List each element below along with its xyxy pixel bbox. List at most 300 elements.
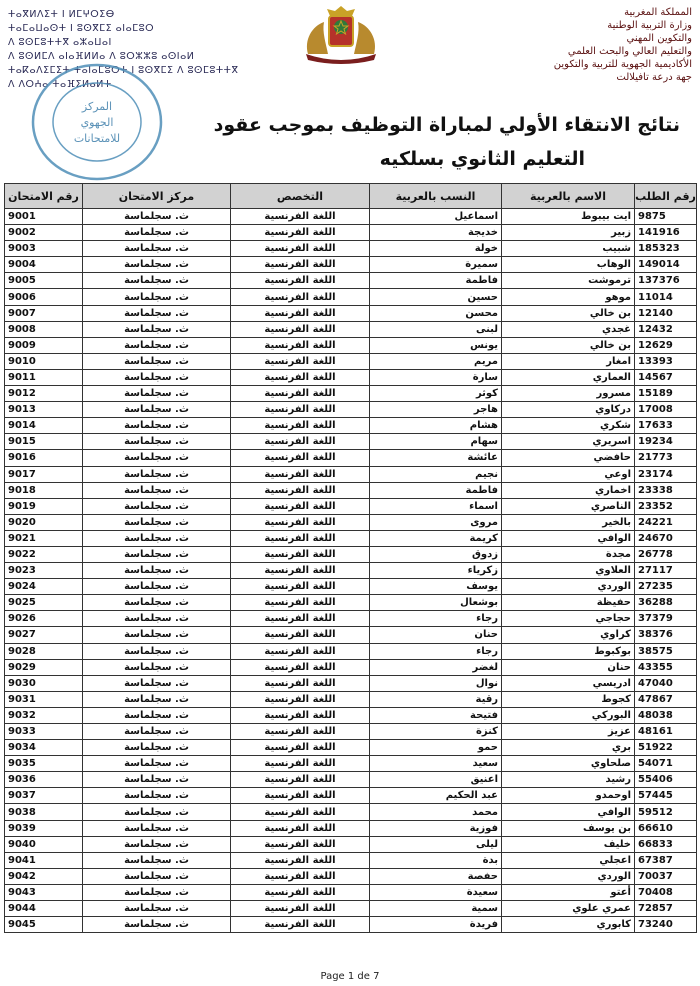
cell-exam-number: 9024 xyxy=(5,579,83,595)
table-row xyxy=(5,257,697,273)
cell-request-number: 57445 xyxy=(635,788,697,804)
cell-last-name: اوحمدو xyxy=(502,788,635,804)
cell-last-name: اخماري xyxy=(502,482,635,498)
title-line-1: نتائج الانتقاء الأولي لمباراة التوظيف بموجب عقود xyxy=(213,114,680,136)
cell-request-number: 13393 xyxy=(635,353,697,369)
cell-last-name: رشيد xyxy=(502,772,635,788)
cell-request-number: 26778 xyxy=(635,546,697,562)
header-left-line: ⵜⴰⴳⵍⴷⵉⵜ ⵏ ⵍⵎⵖⵔⵉⴱ xyxy=(8,9,115,20)
cell-last-name: الوردي xyxy=(502,579,635,595)
cell-specialty: اللغة الفرنسية xyxy=(231,675,370,691)
cell-last-name: بوكبوط xyxy=(502,643,635,659)
cell-exam-number: 9012 xyxy=(5,386,83,402)
cell-last-name: ترموشت xyxy=(502,273,635,289)
cell-specialty: اللغة الفرنسية xyxy=(231,498,370,514)
cell-specialty: اللغة الفرنسية xyxy=(231,386,370,402)
cell-request-number: 67387 xyxy=(635,852,697,868)
cell-request-number: 70408 xyxy=(635,884,697,900)
cell-last-name: خليف xyxy=(502,836,635,852)
cell-last-name: حفيظة xyxy=(502,595,635,611)
cell-request-number: 73240 xyxy=(635,917,697,933)
header-left-line: ⴷ ⴷⵔⵄⴰ ⵜⴰⴼⵉⵍⴰⵍⵜ xyxy=(8,79,112,90)
table-row xyxy=(5,450,697,466)
table-row xyxy=(5,241,697,257)
header-request-number: رقم الطلب xyxy=(635,184,697,209)
cell-exam-number: 9008 xyxy=(5,321,83,337)
cell-specialty: اللغة الفرنسية xyxy=(231,884,370,900)
header-right-line: والتعليم العالي والبحث العلمي xyxy=(567,46,692,57)
table-row xyxy=(5,627,697,643)
cell-last-name: الوافي xyxy=(502,530,635,546)
cell-exam-number: 9042 xyxy=(5,868,83,884)
cell-exam-number: 9028 xyxy=(5,643,83,659)
cell-exam-number: 9045 xyxy=(5,917,83,933)
cell-exam-center: ث. سجلماسة xyxy=(83,482,231,498)
header-right-line: وزارة التربية الوطنية xyxy=(607,20,692,31)
cell-exam-center: ث. سجلماسة xyxy=(83,546,231,562)
cell-first-name: فاطمة xyxy=(370,482,502,498)
table-row xyxy=(5,369,697,385)
cell-request-number: 14567 xyxy=(635,369,697,385)
cell-last-name: بن خالي xyxy=(502,305,635,321)
cell-first-name: خولة xyxy=(370,241,502,257)
cell-request-number: 15189 xyxy=(635,386,697,402)
cell-request-number: 27235 xyxy=(635,579,697,595)
table-row xyxy=(5,691,697,707)
cell-specialty: اللغة الفرنسية xyxy=(231,740,370,756)
table-row xyxy=(5,225,697,241)
cell-exam-center: ث. سجلماسة xyxy=(83,804,231,820)
cell-last-name: بري xyxy=(502,740,635,756)
cell-exam-center: ث. سجلماسة xyxy=(83,241,231,257)
table-row xyxy=(5,466,697,482)
cell-exam-center: ث. سجلماسة xyxy=(83,820,231,836)
cell-exam-center: ث. سجلماسة xyxy=(83,901,231,917)
cell-last-name: غجدي xyxy=(502,321,635,337)
cell-exam-number: 9033 xyxy=(5,724,83,740)
cell-first-name: يوسف xyxy=(370,579,502,595)
header-left-line: ⴷ ⵓⵙⵎⵓⵜⵜⴳ ⴰⵣⴰⵡⴰⵏ xyxy=(8,37,112,48)
cell-exam-center: ث. سجلماسة xyxy=(83,868,231,884)
table-row xyxy=(5,772,697,788)
cell-request-number: 47040 xyxy=(635,675,697,691)
cell-request-number: 23352 xyxy=(635,498,697,514)
cell-first-name: محمد xyxy=(370,804,502,820)
cell-first-name: حنان xyxy=(370,627,502,643)
cell-first-name: اسماء xyxy=(370,498,502,514)
cell-last-name: دركاوي xyxy=(502,402,635,418)
cell-first-name: حسين xyxy=(370,289,502,305)
cell-exam-center: ث. سجلماسة xyxy=(83,530,231,546)
cell-first-name: عبد الحكيم xyxy=(370,788,502,804)
cell-specialty: اللغة الفرنسية xyxy=(231,434,370,450)
cell-exam-number: 9021 xyxy=(5,530,83,546)
cell-last-name: ايت بيبوط xyxy=(502,209,635,225)
cell-exam-number: 9037 xyxy=(5,788,83,804)
cell-last-name: البوركي xyxy=(502,707,635,723)
cell-first-name: فاطمة xyxy=(370,273,502,289)
cell-first-name: بوشعال xyxy=(370,595,502,611)
cell-exam-center: ث. سجلماسة xyxy=(83,498,231,514)
cell-exam-number: 9038 xyxy=(5,804,83,820)
cell-last-name: شكري xyxy=(502,418,635,434)
cell-exam-number: 9014 xyxy=(5,418,83,434)
cell-request-number: 12140 xyxy=(635,305,697,321)
table-row xyxy=(5,209,697,225)
cell-exam-number: 9015 xyxy=(5,434,83,450)
cell-exam-center: ث. سجلماسة xyxy=(83,659,231,675)
cell-first-name: كوثر xyxy=(370,386,502,402)
table-row xyxy=(5,788,697,804)
cell-exam-number: 9043 xyxy=(5,884,83,900)
table-header-row xyxy=(5,184,697,209)
cell-first-name: لبنى xyxy=(370,321,502,337)
cell-last-name: العماري xyxy=(502,369,635,385)
cell-last-name: الوهاب xyxy=(502,257,635,273)
table-row xyxy=(5,595,697,611)
cell-exam-center: ث. سجلماسة xyxy=(83,305,231,321)
cell-specialty: اللغة الفرنسية xyxy=(231,643,370,659)
table-row xyxy=(5,611,697,627)
cell-exam-number: 9009 xyxy=(5,337,83,353)
cell-specialty: اللغة الفرنسية xyxy=(231,788,370,804)
table-row xyxy=(5,305,697,321)
cell-exam-center: ث. سجلماسة xyxy=(83,611,231,627)
cell-specialty: اللغة الفرنسية xyxy=(231,225,370,241)
cell-last-name: مجدة xyxy=(502,546,635,562)
title-line-2: التعليم الثانوي بسلكيه xyxy=(379,148,585,170)
cell-last-name: اسريري xyxy=(502,434,635,450)
cell-first-name: مروى xyxy=(370,514,502,530)
cell-exam-center: ث. سجلماسة xyxy=(83,369,231,385)
cell-first-name: اسماعيل xyxy=(370,209,502,225)
cell-first-name: سارة xyxy=(370,369,502,385)
cell-specialty: اللغة الفرنسية xyxy=(231,337,370,353)
table-row xyxy=(5,579,697,595)
cell-exam-number: 9005 xyxy=(5,273,83,289)
cell-request-number: 36288 xyxy=(635,595,697,611)
cell-first-name: رقية xyxy=(370,691,502,707)
cell-specialty: اللغة الفرنسية xyxy=(231,257,370,273)
cell-request-number: 43355 xyxy=(635,659,697,675)
cell-last-name: حافضي xyxy=(502,450,635,466)
cell-exam-center: ث. سجلماسة xyxy=(83,402,231,418)
cell-request-number: 9875 xyxy=(635,209,697,225)
cell-first-name: اعنيق xyxy=(370,772,502,788)
cell-last-name: الوردي xyxy=(502,868,635,884)
cell-first-name: سهام xyxy=(370,434,502,450)
cell-exam-number: 9030 xyxy=(5,675,83,691)
stamp-line: المركز xyxy=(81,100,113,113)
cell-first-name: حمو xyxy=(370,740,502,756)
cell-exam-number: 9017 xyxy=(5,466,83,482)
cell-exam-center: ث. سجلماسة xyxy=(83,466,231,482)
cell-specialty: اللغة الفرنسية xyxy=(231,563,370,579)
cell-first-name: زدوق xyxy=(370,546,502,562)
cell-request-number: 70037 xyxy=(635,868,697,884)
cell-exam-center: ث. سجلماسة xyxy=(83,788,231,804)
cell-exam-number: 9020 xyxy=(5,514,83,530)
cell-request-number: 66610 xyxy=(635,820,697,836)
cell-specialty: اللغة الفرنسية xyxy=(231,530,370,546)
cell-first-name: سميرة xyxy=(370,257,502,273)
header-right-line: المملكة المغربية xyxy=(624,7,692,18)
cell-exam-number: 9044 xyxy=(5,901,83,917)
cell-specialty: اللغة الفرنسية xyxy=(231,305,370,321)
cell-first-name: فوزية xyxy=(370,820,502,836)
header-exam-center: مركز الامتحان xyxy=(83,184,231,209)
cell-first-name: لغضر xyxy=(370,659,502,675)
table-row xyxy=(5,321,697,337)
cell-last-name: بن خالي xyxy=(502,337,635,353)
cell-exam-number: 9036 xyxy=(5,772,83,788)
table-row xyxy=(5,820,697,836)
cell-specialty: اللغة الفرنسية xyxy=(231,611,370,627)
cell-first-name: عائشة xyxy=(370,450,502,466)
cell-exam-center: ث. سجلماسة xyxy=(83,772,231,788)
cell-exam-number: 9001 xyxy=(5,209,83,225)
cell-specialty: اللغة الفرنسية xyxy=(231,369,370,385)
cell-request-number: 23174 xyxy=(635,466,697,482)
cell-exam-number: 9032 xyxy=(5,707,83,723)
header-left-line: ⴷ ⵓⵙⵍⵎⴷ ⴰⵏⴰⴼⵍⵍⴰ ⴷ ⵓⵔⵣⵣⵓ ⴰⵙⵏⴰⵍ xyxy=(8,51,195,62)
cell-specialty: اللغة الفرنسية xyxy=(231,868,370,884)
table-row xyxy=(5,756,697,772)
cell-specialty: اللغة الفرنسية xyxy=(231,466,370,482)
cell-exam-center: ث. سجلماسة xyxy=(83,209,231,225)
cell-specialty: اللغة الفرنسية xyxy=(231,724,370,740)
stamp-line: للامتحانات xyxy=(73,132,121,145)
cell-specialty: اللغة الفرنسية xyxy=(231,321,370,337)
cell-exam-center: ث. سجلماسة xyxy=(83,852,231,868)
cell-exam-center: ث. سجلماسة xyxy=(83,884,231,900)
table-row xyxy=(5,740,697,756)
cell-last-name: صلحاوي xyxy=(502,756,635,772)
cell-specialty: اللغة الفرنسية xyxy=(231,546,370,562)
cell-last-name: الناصري xyxy=(502,498,635,514)
table-row xyxy=(5,917,697,933)
cell-exam-number: 9022 xyxy=(5,546,83,562)
cell-specialty: اللغة الفرنسية xyxy=(231,627,370,643)
cell-first-name: خديجة xyxy=(370,225,502,241)
stamp-line: الجهوي xyxy=(80,116,114,129)
cell-last-name: اوعي xyxy=(502,466,635,482)
cell-exam-number: 9013 xyxy=(5,402,83,418)
header-exam-number: رقم الامتحان xyxy=(5,184,83,209)
cell-specialty: اللغة الفرنسية xyxy=(231,482,370,498)
cell-specialty: اللغة الفرنسية xyxy=(231,901,370,917)
table-row xyxy=(5,659,697,675)
cell-request-number: 11014 xyxy=(635,289,697,305)
cell-request-number: 19234 xyxy=(635,434,697,450)
cell-exam-number: 9006 xyxy=(5,289,83,305)
cell-first-name: حفصة xyxy=(370,868,502,884)
cell-first-name: سمية xyxy=(370,901,502,917)
cell-exam-center: ث. سجلماسة xyxy=(83,691,231,707)
cell-specialty: اللغة الفرنسية xyxy=(231,241,370,257)
cell-exam-center: ث. سجلماسة xyxy=(83,386,231,402)
cell-exam-center: ث. سجلماسة xyxy=(83,724,231,740)
cell-last-name: عزيز xyxy=(502,724,635,740)
cell-first-name: محسن xyxy=(370,305,502,321)
cell-exam-number: 9029 xyxy=(5,659,83,675)
cell-first-name: سعيد xyxy=(370,756,502,772)
cell-exam-number: 9040 xyxy=(5,836,83,852)
cell-exam-center: ث. سجلماسة xyxy=(83,450,231,466)
cell-exam-number: 9039 xyxy=(5,820,83,836)
cell-exam-center: ث. سجلماسة xyxy=(83,595,231,611)
cell-exam-center: ث. سجلماسة xyxy=(83,434,231,450)
cell-exam-center: ث. سجلماسة xyxy=(83,321,231,337)
cell-exam-number: 9035 xyxy=(5,756,83,772)
cell-first-name: فريدة xyxy=(370,917,502,933)
cell-specialty: اللغة الفرنسية xyxy=(231,289,370,305)
cell-last-name: بن يوسف xyxy=(502,820,635,836)
cell-exam-center: ث. سجلماسة xyxy=(83,707,231,723)
exam-center-stamp xyxy=(28,60,166,184)
header-right-line: الأكاديمية الجهوية للتربية والتكوين xyxy=(553,59,692,70)
cell-specialty: اللغة الفرنسية xyxy=(231,772,370,788)
table-row xyxy=(5,353,697,369)
table-row xyxy=(5,836,697,852)
cell-first-name: زكرياء xyxy=(370,563,502,579)
cell-request-number: 12432 xyxy=(635,321,697,337)
cell-specialty: اللغة الفرنسية xyxy=(231,418,370,434)
cell-request-number: 23338 xyxy=(635,482,697,498)
table-row xyxy=(5,563,697,579)
cell-request-number: 37379 xyxy=(635,611,697,627)
cell-specialty: اللغة الفرنسية xyxy=(231,804,370,820)
cell-exam-number: 9031 xyxy=(5,691,83,707)
cell-request-number: 51922 xyxy=(635,740,697,756)
cell-first-name: مريم xyxy=(370,353,502,369)
cell-exam-number: 9018 xyxy=(5,482,83,498)
cell-exam-center: ث. سجلماسة xyxy=(83,289,231,305)
cell-request-number: 38575 xyxy=(635,643,697,659)
cell-exam-center: ث. سجلماسة xyxy=(83,337,231,353)
cell-first-name: بدة xyxy=(370,852,502,868)
table-row xyxy=(5,675,697,691)
cell-exam-center: ث. سجلماسة xyxy=(83,579,231,595)
cell-specialty: اللغة الفرنسية xyxy=(231,402,370,418)
table-row xyxy=(5,901,697,917)
cell-exam-number: 9011 xyxy=(5,369,83,385)
cell-exam-center: ث. سجلماسة xyxy=(83,836,231,852)
page-number: Page 1 de 7 xyxy=(320,971,380,982)
cell-specialty: اللغة الفرنسية xyxy=(231,209,370,225)
cell-last-name: زبير xyxy=(502,225,635,241)
cell-specialty: اللغة الفرنسية xyxy=(231,917,370,933)
cell-first-name: يونس xyxy=(370,337,502,353)
cell-exam-center: ث. سجلماسة xyxy=(83,675,231,691)
cell-first-name: هاجر xyxy=(370,402,502,418)
cell-request-number: 47867 xyxy=(635,691,697,707)
cell-request-number: 54071 xyxy=(635,756,697,772)
cell-last-name: كراوي xyxy=(502,627,635,643)
cell-exam-number: 9002 xyxy=(5,225,83,241)
cell-exam-number: 9004 xyxy=(5,257,83,273)
cell-first-name: هشام xyxy=(370,418,502,434)
table-row xyxy=(5,852,697,868)
cell-exam-number: 9041 xyxy=(5,852,83,868)
cell-exam-number: 9003 xyxy=(5,241,83,257)
cell-exam-center: ث. سجلماسة xyxy=(83,418,231,434)
cell-last-name: موهو xyxy=(502,289,635,305)
cell-specialty: اللغة الفرنسية xyxy=(231,691,370,707)
cell-first-name: سعيدة xyxy=(370,884,502,900)
cell-exam-number: 9007 xyxy=(5,305,83,321)
table-row xyxy=(5,514,697,530)
header-left-line: ⵜⴰⴽⴰⴷⵉⵎⵉⵜ ⵜⴰⵏⴰⵎⵓⵔⵜ ⵏ ⵓⵙⴳⵎⵉ ⴷ ⵓⵙⵎⵓⵜⵜⴳ xyxy=(8,65,239,76)
cell-request-number: 38376 xyxy=(635,627,697,643)
cell-request-number: 149014 xyxy=(635,257,697,273)
cell-exam-number: 9025 xyxy=(5,595,83,611)
cell-exam-number: 9023 xyxy=(5,563,83,579)
table-row xyxy=(5,434,697,450)
cell-exam-number: 9034 xyxy=(5,740,83,756)
table-row xyxy=(5,273,697,289)
cell-specialty: اللغة الفرنسية xyxy=(231,756,370,772)
table-row xyxy=(5,884,697,900)
results-table xyxy=(4,183,697,933)
header-right-line: جهة درعة تافيلالت xyxy=(616,72,692,83)
table-row xyxy=(5,868,697,884)
cell-request-number: 17008 xyxy=(635,402,697,418)
cell-first-name: كريمة xyxy=(370,530,502,546)
cell-request-number: 48161 xyxy=(635,724,697,740)
cell-last-name: كابوري xyxy=(502,917,635,933)
cell-specialty: اللغة الفرنسية xyxy=(231,852,370,868)
cell-first-name: نجيم xyxy=(370,466,502,482)
cell-request-number: 24670 xyxy=(635,530,697,546)
cell-exam-center: ث. سجلماسة xyxy=(83,225,231,241)
cell-request-number: 12629 xyxy=(635,337,697,353)
table-row xyxy=(5,643,697,659)
cell-request-number: 17633 xyxy=(635,418,697,434)
table-row xyxy=(5,498,697,514)
document-title xyxy=(160,108,680,176)
cell-specialty: اللغة الفرنسية xyxy=(231,450,370,466)
cell-last-name: امغار xyxy=(502,353,635,369)
table-row xyxy=(5,804,697,820)
cell-exam-center: ث. سجلماسة xyxy=(83,514,231,530)
header-left-line: ⵜⴰⵎⴰⵡⴰⵙⵜ ⵏ ⵓⵙⴳⵎⵉ ⴰⵏⴰⵎⵓⵔ xyxy=(8,23,155,34)
cell-request-number: 137376 xyxy=(635,273,697,289)
cell-exam-number: 9016 xyxy=(5,450,83,466)
cell-request-number: 59512 xyxy=(635,804,697,820)
cell-exam-center: ث. سجلماسة xyxy=(83,740,231,756)
table-row xyxy=(5,418,697,434)
table-row xyxy=(5,386,697,402)
cell-request-number: 24221 xyxy=(635,514,697,530)
cell-request-number: 185323 xyxy=(635,241,697,257)
table-row xyxy=(5,707,697,723)
cell-exam-center: ث. سجلماسة xyxy=(83,563,231,579)
cell-specialty: اللغة الفرنسية xyxy=(231,579,370,595)
cell-request-number: 72857 xyxy=(635,901,697,917)
cell-last-name: ادريسي xyxy=(502,675,635,691)
cell-last-name: اعجلي xyxy=(502,852,635,868)
table-row xyxy=(5,337,697,353)
cell-first-name: رجاء xyxy=(370,611,502,627)
cell-exam-center: ث. سجلماسة xyxy=(83,756,231,772)
cell-specialty: اللغة الفرنسية xyxy=(231,820,370,836)
header-specialty: التخصص xyxy=(231,184,370,209)
cell-request-number: 141916 xyxy=(635,225,697,241)
cell-last-name: أعتو xyxy=(502,884,635,900)
cell-specialty: اللغة الفرنسية xyxy=(231,353,370,369)
cell-exam-center: ث. سجلماسة xyxy=(83,643,231,659)
